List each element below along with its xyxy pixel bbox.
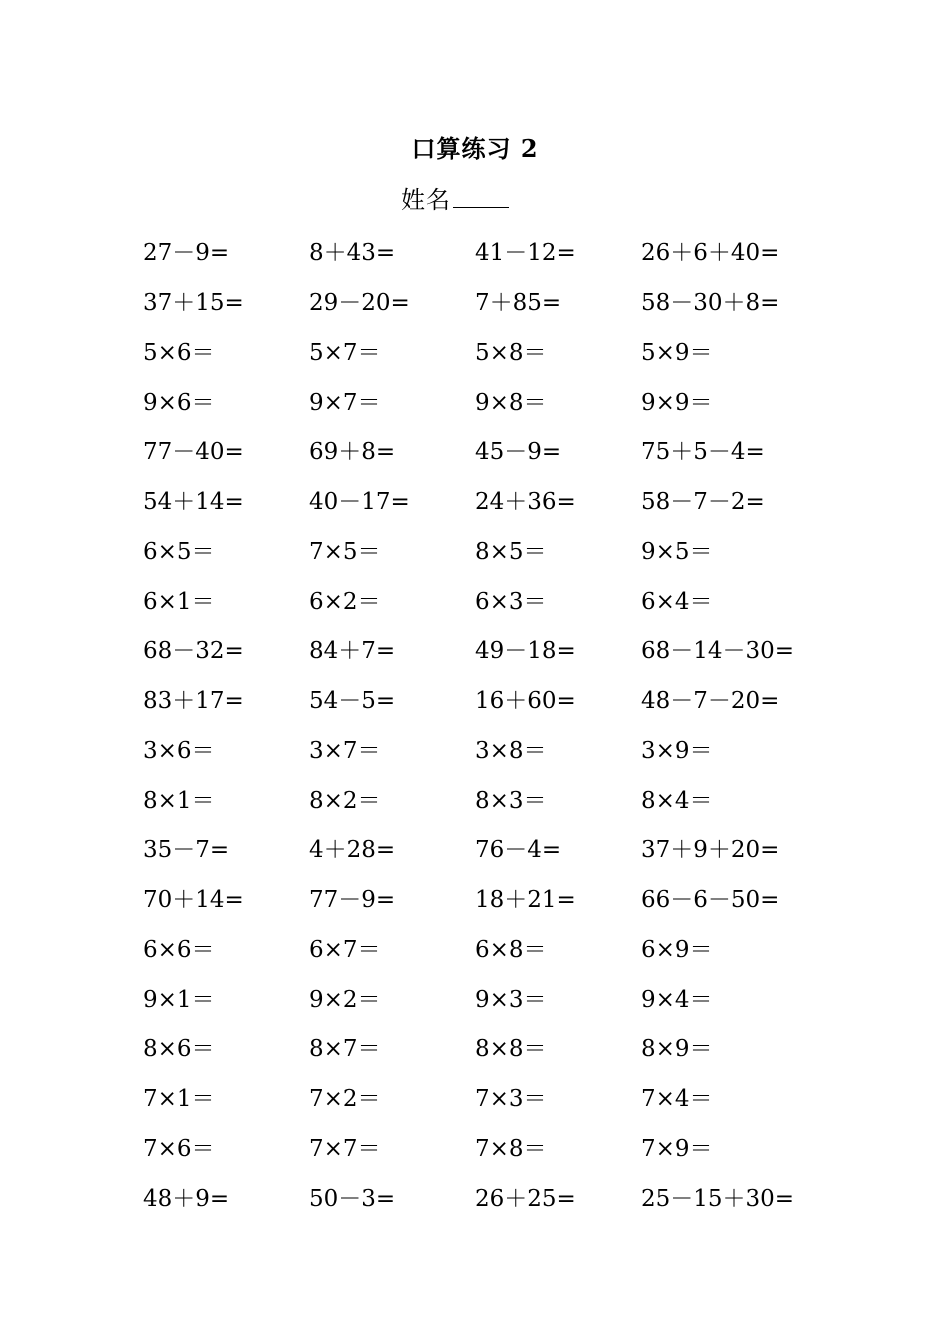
problem-item: 7×8＝: [475, 1135, 547, 1162]
problem-item: 7×5＝: [309, 538, 381, 565]
problem-row: [143, 972, 843, 1022]
problem-row: [143, 475, 843, 525]
problem-item: 3×7＝: [309, 737, 381, 764]
problem-item: 70＋14=: [143, 887, 244, 914]
problem-item: 8×1＝: [143, 787, 215, 814]
problem-row: [143, 823, 843, 873]
problem-item: 45－9=: [475, 439, 562, 466]
problem-item: 7×1＝: [143, 1086, 215, 1113]
problem-item: 24＋36=: [475, 489, 576, 516]
problem-item: 68－32=: [143, 638, 244, 665]
problem-row: [143, 923, 843, 973]
problem-item: 4＋28=: [309, 837, 396, 864]
problem-row: [143, 375, 843, 425]
problem-item: 8×3＝: [475, 787, 547, 814]
problem-item: 9×6＝: [143, 389, 215, 416]
problem-item: 6×5＝: [143, 538, 215, 565]
problem-item: 58－7－2=: [641, 489, 765, 516]
problem-item: 37＋9＋20=: [641, 837, 780, 864]
problem-item: 29－20=: [309, 290, 410, 317]
problem-item: 25－15＋30=: [641, 1185, 795, 1212]
problem-item: 6×4＝: [641, 588, 713, 615]
page-title: 口算练习 2: [411, 134, 539, 163]
name-field-line: [0, 181, 910, 219]
problem-item: 6×6＝: [143, 936, 215, 963]
problem-item: 77－40=: [143, 439, 244, 466]
problem-row: [143, 326, 843, 376]
problem-item: 18＋21=: [475, 887, 576, 914]
problem-item: 9×1＝: [143, 986, 215, 1013]
problem-item: 5×7＝: [309, 339, 381, 366]
problem-item: 16＋60=: [475, 688, 576, 715]
problem-item: 7×3＝: [475, 1086, 547, 1113]
problem-item: 5×9＝: [641, 339, 713, 366]
problem-row: [143, 1171, 843, 1221]
problem-item: 6×2＝: [309, 588, 381, 615]
problem-item: 3×6＝: [143, 737, 215, 764]
problem-item: 8×4＝: [641, 787, 713, 814]
problem-item: 76－4=: [475, 837, 562, 864]
problem-item: 54＋14=: [143, 489, 244, 516]
problem-item: 8×2＝: [309, 787, 381, 814]
problem-item: 5×8＝: [475, 339, 547, 366]
name-label: 姓名: [401, 186, 451, 214]
problem-item: 5×6＝: [143, 339, 215, 366]
problem-item: 7×4＝: [641, 1086, 713, 1113]
problem-item: 68－14－30=: [641, 638, 795, 665]
problem-item: 6×3＝: [475, 588, 547, 615]
problem-item: 3×9＝: [641, 737, 713, 764]
problem-item: 9×9＝: [641, 389, 713, 416]
problem-row: [143, 674, 843, 724]
problem-row: [143, 226, 843, 276]
problem-item: 48－7－20=: [641, 688, 780, 715]
problem-item: 6×9＝: [641, 936, 713, 963]
problem-row: [143, 425, 843, 475]
problem-item: 40－17=: [309, 489, 410, 516]
problem-row: [143, 525, 843, 575]
problem-item: 7×2＝: [309, 1086, 381, 1113]
problem-item: 9×5＝: [641, 538, 713, 565]
problem-item: 58－30＋8=: [641, 290, 780, 317]
problem-row: [143, 773, 843, 823]
problem-item: 48＋9=: [143, 1185, 230, 1212]
problem-item: 7×7＝: [309, 1135, 381, 1162]
problem-item: 8×7＝: [309, 1036, 381, 1063]
problem-row: [143, 1072, 843, 1122]
problem-item: 69＋8=: [309, 439, 396, 466]
problem-row: [143, 624, 843, 674]
problem-row: [143, 276, 843, 326]
problem-item: 41－12=: [475, 240, 576, 267]
problem-item: 83＋17=: [143, 688, 244, 715]
problem-item: 8×9＝: [641, 1036, 713, 1063]
problem-item: 3×8＝: [475, 737, 547, 764]
problem-item: 8＋43=: [309, 240, 396, 267]
problem-item: 26＋6＋40=: [641, 240, 780, 267]
problem-item: 37＋15=: [143, 290, 244, 317]
problem-item: 9×8＝: [475, 389, 547, 416]
problem-item: 9×7＝: [309, 389, 381, 416]
problem-item: 9×3＝: [475, 986, 547, 1013]
problem-item: 77－9=: [309, 887, 396, 914]
problem-item: 27－9=: [143, 240, 230, 267]
problem-item: 8×5＝: [475, 538, 547, 565]
problem-item: 7×9＝: [641, 1135, 713, 1162]
problem-row: [143, 1122, 843, 1172]
problem-item: 35－7=: [143, 837, 230, 864]
problem-item: 75＋5－4=: [641, 439, 765, 466]
problem-item: 8×8＝: [475, 1036, 547, 1063]
problem-item: 8×6＝: [143, 1036, 215, 1063]
problem-item: 9×4＝: [641, 986, 713, 1013]
problem-item: 49－18=: [475, 638, 576, 665]
problem-row: [143, 1022, 843, 1072]
problem-item: 84＋7=: [309, 638, 396, 665]
problem-item: 66－6－50=: [641, 887, 780, 914]
problem-item: 54－5=: [309, 688, 396, 715]
problem-item: 9×2＝: [309, 986, 381, 1013]
problem-row: [143, 574, 843, 624]
name-blank: [453, 181, 509, 208]
problem-item: 26＋25=: [475, 1185, 576, 1212]
problem-item: 6×8＝: [475, 936, 547, 963]
problem-item: 7×6＝: [143, 1135, 215, 1162]
problem-item: 6×7＝: [309, 936, 381, 963]
problem-item: 7＋85=: [475, 290, 562, 317]
problem-row: [143, 873, 843, 923]
problem-item: 50－3=: [309, 1185, 396, 1212]
problem-grid: [143, 226, 843, 1221]
problem-row: [143, 724, 843, 774]
problem-item: 6×1＝: [143, 588, 215, 615]
